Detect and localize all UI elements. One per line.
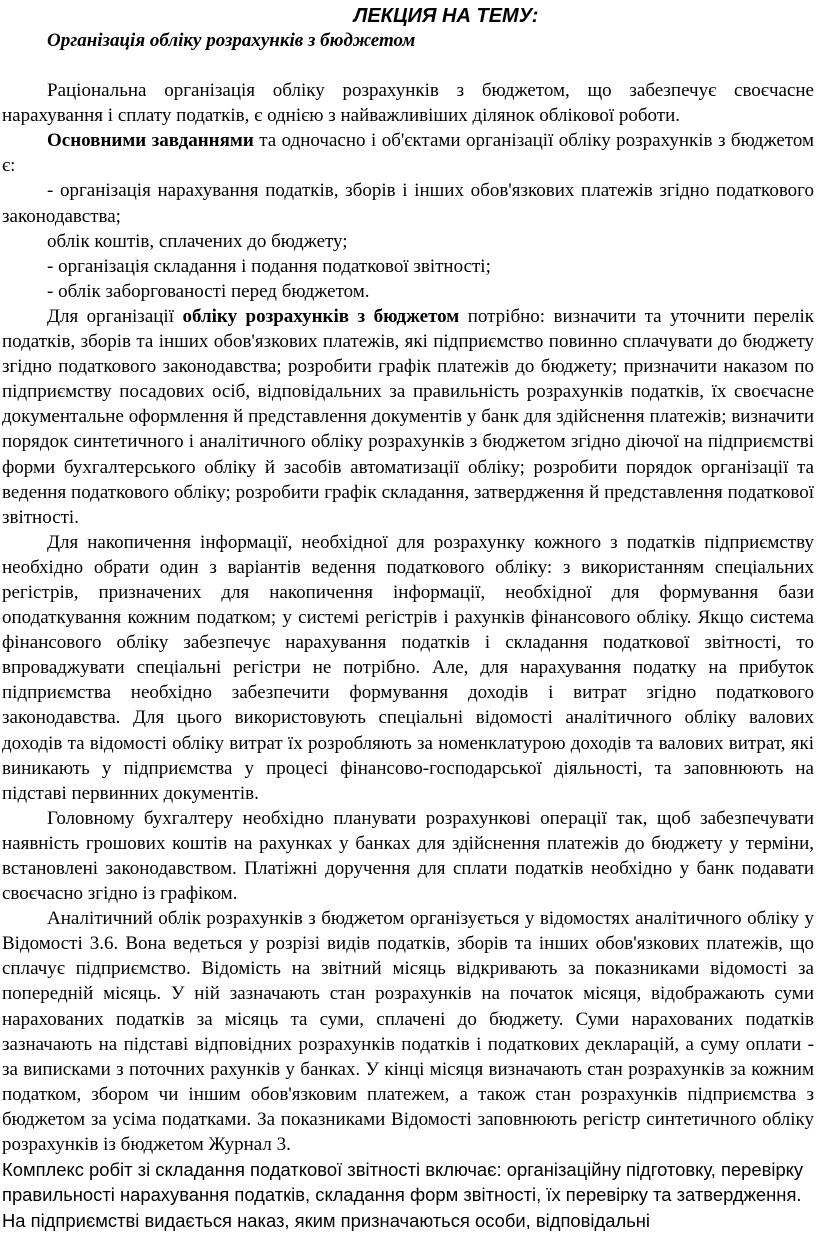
list-item: - організація складання і подання податкової звітності; [47,255,491,277]
list-item: - організація нарахування податків, зборів і інших обов'язкових платежів згідно податкового законодавства; [2,180,814,227]
organization-text-start: Для організації [47,305,183,327]
paragraph-organization [0,304,816,530]
list-item: - облік заборгованості перед бюджетом. [47,280,370,302]
organization-bold: обліку розрахунків з бюджетом [182,305,460,327]
list-item: облік коштів, сплачених до бюджету; [47,230,348,252]
paragraph-reporting: Комплекс робіт зі складання податкової звітності включає: організаційну підготовку, перевірку правильності нарахування податків, складання форм звітності, їх перевірку та затвердження. На підприємстві видається наказ, яким призначаються особи, відповідальні [2,1159,804,1231]
paragraph-main-tasks [0,128,816,178]
page-title: ЛЕКЦИЯ НА ТЕМУ: [353,5,539,27]
main-tasks-bold: Основними завданнями [47,130,254,152]
organization-text-rest: потрібно: визначити та уточнити перелік податків, зборів та інших обов'язкових платежів, які підприємство повинно сплачувати до бюджету згідно податкового законодавства; розробити графік платежів до бюджету; призначити наказом по підприємству посадових осіб, відповідальних за правильність розрахунків податків, їх своєчасне документальне оформлення й представлення документів у банк для здійснення платежів; визначити порядок синтетичного і аналітичного обліку розрахунків з бюджетом згідно діючої на підприємстві форми бухгалтерського обліку й засобів автоматизації обліку; розробити порядок організації та ведення податкового обліку; розробити графік складання, затвердження й представлення податкової звітності. [2,305,814,528]
paragraph-chief-accountant: Головному бухгалтеру необхідно планувати розрахункові операції так, щоб забезпечувати наявність грошових коштів на рахунках у банках для здійснення платежів до бюджету у терміни, встановлені законодавством. Платіжні доручення для сплати податків необхідно у банк подавати своєчасно згідно із графіком. [2,807,814,905]
paragraph-accumulation: Для накопичення інформації, необхідної для розрахунку кожного з податків підприємству необхідно обрати один з варіантів ведення податкового обліку: з використанням спеціальних регістрів, призначених для накопичення інформації, необхідної для формування бази оподаткування кожним податком; у системі регістрів і рахунків фінансового обліку. Якщо система фінансового обліку забезпечує нарахування податків і складання податкової звітності, то впроваджувати спеціальні регістри не потрібно. Але, для нарахування податку на прибуток підприємства необхідно забезпечити формування доходів і витрат згідно податкового законодавства. Для цього використовують спеціальні відомості аналітичного обліку валових доходів та відомості обліку витрат їх розробляють за номенклатурою доходів та валових витрат, які виникають у підприємства у процесі фінансово-господарської діяльності, та заповнюють на підставі первинних документів. [2,531,814,804]
paragraph-intro: Раціональна організація обліку розрахунків з бюджетом, що забезпечує своєчасне нарахування і сплату податків, є однією з найважливіших ділянок облікової роботи. [2,80,814,127]
main-tasks-text: та одночасно і об'єктами організації обліку розрахунків з бюджетом є: [2,130,815,177]
paragraph-analytical-accounting: Аналітичний облік розрахунків з бюджетом організується у відомостях аналітичного обліку у Відомості 3.6. Вона ведеться у розрізі видів податків, зборів та інших обов'язкових платежів, що сплачує підприємство. Відомість на звітний місяць відкривають за показниками відомості за попередній місяць. У ній зазначають стан розрахунків на початок місяця, відображають суми нарахованих податків за місяць та суми, сплачені до бюджету. Суми нарахованих податків зазначають на підставі відповідних розрахунків податків і податкових декларацій, а суму оплати - за виписками з поточних рахунків у банках. У кінці місяця визначають стан розрахунків за кожним податком, збором чи іншим обов'язковим платежем, а також стан розрахунків підприємства з бюджетом за усіма податками. За показниками Відомості заповнюють регістр синтетичного обліку розрахунків із бюджетом Журнал 3. [2,908,814,1156]
lecture-subtitle: Організація обліку розрахунків з бюджетом [47,30,416,51]
